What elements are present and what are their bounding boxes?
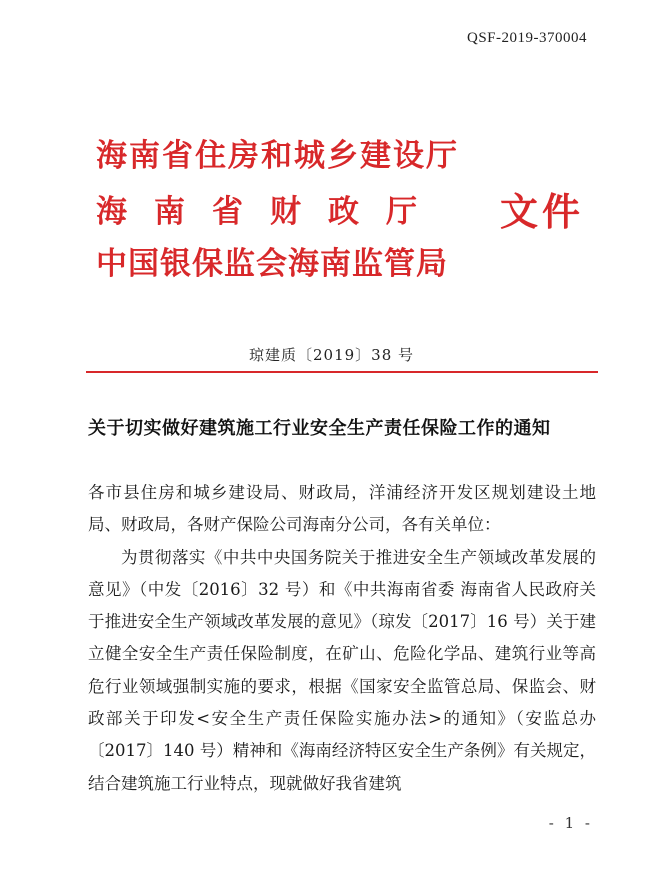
issuer-banking-regulator: 中国银保监会海南监管局	[96, 246, 448, 282]
document-number: 琼建质〔2019〕38 号	[248, 346, 415, 364]
issuer-finance-department: 海南省财政厅	[96, 194, 444, 230]
issuer-housing-department: 海南省住房和城乡建设厅	[96, 138, 459, 174]
body-paragraph: 为贯彻落实《中共中央国务院关于推进安全生产领域改革发展的意见》（中发〔2016〕32 号）和《中共海南省委 海南省人民政府关于推进安全生产领域改革发展的意见》（琼发〔2017〕16 号）关于建立健全安全生产责任保险制度，在矿山、危险化学品、建筑行业等高危行业领域强制实施的要求，根据《国家安全监管总局、保监会、财政部关于印发<安全生产责任保险实施办法>的通知》（安监总办〔2017〕140 号）精神和《海南经济特区安全生产条例》有关规定，结合建筑施工行业特点，现就做好我省建筑	[88, 547, 596, 793]
document-code: QSF-2019-370004	[466, 30, 587, 46]
page-number: - 1 -	[548, 814, 593, 832]
document-body	[88, 477, 596, 800]
issuer-header	[96, 136, 596, 286]
document-label: 文件	[500, 189, 585, 234]
red-divider	[86, 371, 598, 373]
salutation: 各市县住房和城乡建设局、财政局，洋浦经济开发区规划建设土地局、财政局，各财产保险公司海南分公司，各有关单位：	[88, 483, 596, 535]
document-title: 关于切实做好建筑施工行业安全生产责任保险工作的通知	[88, 418, 551, 439]
